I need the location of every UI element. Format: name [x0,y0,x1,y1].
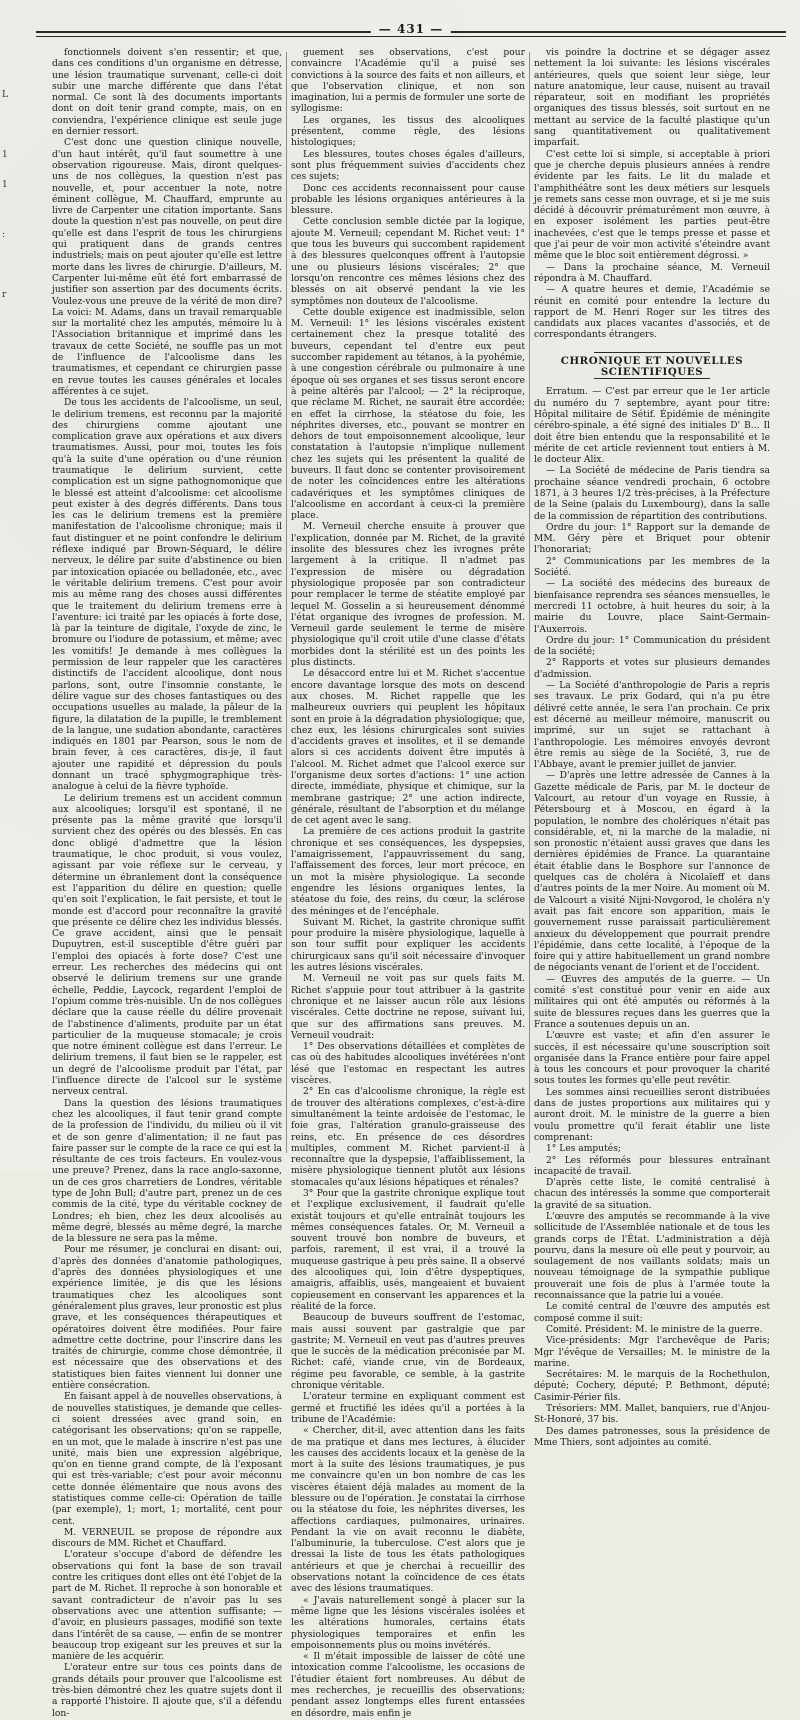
paragraph: Le désaccord entre lui et M. Richet s'accentue encore davantage lorsque des mots on descend aux choses. M. Richet rappelle que les malheureux ouvriers qui peuplent les hôpitaux sont en proie à la dégradation physiologique; que, chez eux, les lésions chirurgicales sont suivies d'accidents graves et insolites, et il se demande alors si ces accidents doivent être imputés à l'alcool. M. Richet admet que l'alcool exerce sur l'organisme deux sortes d'actions: 1° une action directe, immédiate, physique et chimique, sur la membrane gastrique; 2° une action indirecte, générale, résultant de l'absorption et du mélange de cet agent avec le sang. [291,669,525,827]
header-rule-thin [36,36,786,37]
paragraph: L'orateur termine en expliquant comment est germé et fructifié les idées qu'il a portées à la tribune de l'Académie: [291,1392,525,1425]
margin-mark: r [2,290,7,300]
paragraph: 1° Des observations détaillées et complètes de cas où des habitudes alcooliques invétérées n'ont lésé que l'estomac en respectant les autres viscères. [291,1042,525,1087]
paragraph: Vice-présidents: Mgr l'archevêque de Paris; Mgr l'évêque de Versailles; M. le ministre de la marine. [534,1336,770,1369]
column-2 [291,48,525,1719]
paragraph: fonctionnels doivent s'en ressentir; et que, dans ces conditions d'un organisme en détresse, une lésion traumatique survenant, celle-ci doit subir une marche différente que dans l'état normal. Ce sont là des documents importants dont on doit tenir grand compte, mais, on en conviendra, l'expérience clinique est seule juge en dernier ressort. [52,48,282,138]
column-separator [286,52,287,1153]
paragraph: Cette double exigence est inadmissible, selon M. Verneuil: 1° les lésions viscérales existent certainement chez la presque totalité des buveurs, cependant tel d'entre eux peut succomber rapidement au tétanos, à la pyohémie, à une congestion cérébrale ou pulmonaire à une époque où ses organes et ses tissus seront encore à peine altérés par l'alcool; — 2° la réciproque, que réclame M. Richet, ne saurait être accordée; en effet la cirrhose, la stéatose du foie, les néphrites diverses, etc., pouvant se montrer en dehors de tout empoisonnement alcoolique, leur constatation à l'autopsie n'implique nullement chez les sujets qui les présentent la qualité de buveurs. Il faut donc se contenter provisoirement de noter les coïncidences entre les altérations cadavériques et les symptômes cliniques de l'alcoolisme en accordant à ceux-ci la première place. [291,307,525,522]
paragraph: Erratum. — C'est par erreur que le 1er article du numéro du 7 septembre, ayant pour titre: Hôpital militaire de Sétif. Épidémie de méningite cérébro-spinale, a été signé des initiales D' B... Il doit être bien entendu que la responsabilité et le mérite de cet article reviennent tout entiers à M. le docteur Alix. [534,387,770,466]
paragraph: Dans la question des lésions traumatiques chez les alcooliques, il faut tenir grand compte de la profession de l'individu, du milieu où il vit et de son genre d'alimentation; il ne faut pas faire passer sur le compte de la race ce qui est la résultante de ces trois facteurs. En voulez-vous une preuve? Prenez, dans la race anglo-saxonne, un de ces gros charretiers de Londres, véritable type de John Bull; d'autre part, prenez un de ces commis de la cité, type du véritable cockney de Londres; eh bien, chez les deux alcoolisés au même degré, blessés au même degré, la marche de la blessure ne sera pas la même. [52,1098,282,1245]
paragraph: Trésoriers: MM. Mallet, banquiers, rue d'Anjou-St-Honoré, 37 bis. [534,1404,770,1426]
paragraph: Les sommes ainsi recueillies seront distribuées dans de justes proportions aux militaires qui y auront droit. M. le ministre de la guerre a bien voulu promettre qu'il ferait établir une liste comprenant: [534,1087,770,1143]
paragraph: 2° Rapports et votes sur plusieurs demandes d'admission. [534,658,770,680]
paragraph: L'orateur entre sur tous ces points dans de grands détails pour prouver que l'alcoolisme est très-bien démontré chez les quatre sujets dont il a rapporté l'histoire. Il ajoute que, s'il a défendu lon- [52,1663,282,1719]
column-3 [534,48,770,1448]
page-number: — 431 — [371,22,451,36]
margin-mark: : [2,230,6,240]
paragraph: C'est donc une question clinique nouvelle, d'un haut intérêt, qu'il faut soumettre à une observation rigoureuse. Mais, diront quelques-uns de nos collègues, la question n'est pas nouvelle, et, pour accentuer la note, notre éminent collègue, M. Chauffard, emprunte au livre de Carpenter une citation importante. Sans doute la question n'est pas nouvelle, on peut dire qu'elle est dans l'esprit de tous les chirurgiens qui pratiquent dans de grands centres industriels; mais on peut ajouter qu'elle est lettre morte dans les livres de chirurgie. D'ailleurs, M. Carpenter lui-même eût été fort embarrassé de justifier son assertion par des documents écrits. Voulez-vous une preuve de la vérité de mon dire? La voici: M. Adams, dans un travail remarquable sur la mortalité chez les amputés, mémoire lu à l'Association britannique et imprimé dans les travaux de cette Société, ne souffle pas un mot de l'influence de l'alcoolisme dans les traumatismes, et cependant ce chirurgien passe en revue toutes les causes générales et locales afférentes à ce sujet. [52,138,282,397]
paragraph: « Chercher, dit-il, avec attention dans les faits de ma pratique et dans mes lectures, à élucider les causes des accidents locaux et la genèse de la mort à la suite des lésions traumatiques, je pus me convaincre qu'en un bon nombre de cas les viscères étaient déjà malades au moment de la blessure ou de l'opération. Je constatai la cirrhose ou la stéatose du foie, les néphrites diverses, les affections cardiaques, pulmonaires, urinaires. Pendant la vie on avait reconnu le diabète, l'albuminurie, la tuberculose. C'est alors que je dressai la liste de tous les états pathologiques antérieurs et que je cherchai à recueillir des observations notant la coïncidence de ces états avec des lésions traumatiques. [291,1426,525,1595]
column-separator [529,52,530,1153]
section-divider [594,378,710,379]
paragraph: Secrétaires: M. le marquis de la Rochethulon, député; Cochery, député; P. Bethmont, député; Casimir-Périer fils. [534,1370,770,1403]
paragraph: Le comité central de l'œuvre des amputés est composé comme il suit: [534,1302,770,1324]
paragraph: M. Verneuil cherche ensuite à prouver que l'explication, donnée par M. Richet, de la gravité insolite des blessures chez les ivrognes prête largement à la critique. Il n'admet pas l'expression de misère ou dégradation physiologique proposée par son contradicteur pour remplacer le terme de stéatite employé par lequel M. Gosselin a si heureusement dénommé l'état organique des ivrognes de profession. M. Verneuil garde seulement le terme de misère physiologique qu'il croit utile d'une classe d'états morbides dont la stérilité est un des points les plus distincts. [291,522,525,669]
paragraph: Les blessures, toutes choses égales d'ailleurs, sont plus fréquemment suivies d'accidents chez ces sujets; [291,149,525,183]
paragraph: guement ses observations, c'est pour convaincre l'Académie qu'il a puisé ses convictions à la source des faits et non ailleurs, et que l'observation clinique, et non son imagination, lui a permis de formuler une sorte de syllogisme: [291,48,525,115]
paragraph: Les organes, les tissus des alcooliques présentent, comme règle, des lésions histologiques; [291,115,525,149]
paragraph: Des dames patronesses, sous la présidence de Mme Thiers, sont adjointes au comité. [534,1426,770,1448]
margin-mark: 1 [2,180,8,190]
margin-mark: 1 [2,150,8,160]
paragraph: De tous les accidents de l'alcoolisme, un seul, le delirium tremens, est reconnu par la majorité des chirurgiens comme ajoutant une complication grave aux opérations et aux divers traumatismes. Aussi, pour moi, toutes les fois qu'à la suite d'une opération ou d'une réunion traumatique le delirium survient, cette complication est un signe pathognomonique que le blessé est atteint d'alcoolisme: cet alcoolisme peut exister à des degrés différents. Dans tous les cas le delirium tremens est la première manifestation de l'alcoolisme chronique; mais il faut distinguer et ne point confondre le delirium réflexe indiqué par Brown-Séquard, le délire nerveux, le délire par suite d'abstinence ou bien par intoxication opiacée ou belladonée, etc., avec le véritable delirium tremens. C'est pour avoir mis au même rang des choses aussi différentes que le traitement du delirium tremens erre à l'aventure: ici traité par les opiacés à forte dose, là par la teinture de digitale, l'oxyde de zinc, le bromure ou l'iodure de potassium, et même; avec les vomitifs! Je demande à mes collègues la permission de leur rappeler que les caractères distinctifs de l'accident alcoolique, dont nous parlons, sont, outre l'insomnie constante, le délire vague sur des choses fantastiques ou des occupations usuelles au malade, la pâleur de la figure, la dilatation de la pupille, le tremblement de la langue, une sudation abondante, caractères indiqués en 1801 par Pearson, sous le nom de brain fever, à ces caractères, dis-je, il faut ajouter une rapidité et dépression du pouls donnant un tracé sphygmographique très-analogue à celui de la fièvre typhoïde. [52,398,282,793]
paragraph: Cette conclusion semble dictée par la logique, ajoute M. Verneuil; cependant M. Richet veut: 1° que tous les buveurs qui succombent rapidement à des blessures quelconques offrent à l'autopsie une ou plusieurs lésions viscérales; 2° que lorsqu'on rencontre ces mêmes lésions chez des blessés on ait observé pendant la vie les symptômes non douteux de l'alcoolisme. [291,217,525,307]
paragraph: D'après cette liste, le comité centralisé à chacun des intéressés la somme que comporterait la gravité de sa situation. [534,1178,770,1211]
section-title: CHRONIQUE ET NOUVELLES SCIENTIFIQUES [560,354,744,379]
paragraph: Ordre du jour: 1° Rapport sur la demande de MM. Géry père et Briquet pour obtenir l'honorariat; [534,522,770,556]
paragraph: Suivant M. Richet, la gastrite chronique suffit pour produire la misère physiologique, laquelle à son tour suffit pour expliquer les accidents chirurgicaux sans qu'il soit nécessaire d'invoquer les autres lésions viscérales. [291,917,525,974]
paragraph: Comité. Président: M. le ministre de la guerre. [546,1324,763,1335]
paragraph: Ordre du jour: 1° Communication du président de la société; [534,635,770,658]
paragraph: — A quatre heures et demie, l'Académie se réunit en comité pour entendre la lecture du rapport de M. Henri Roger sur les titres des candidats aux places vacantes d'associés, et de correspondants étrangers. [534,285,770,341]
paragraph: Le delirium tremens est un accident commun aux alcooliques; lorsqu'il est spontané, il ne présente pas la même gravité que lorsqu'il survient chez des opérés ou des blessés. En cas donc obligé d'admettre que la lésion traumatique, le choc produit, si vous voulez, agissant par voie réflexe sur le cerveau, y détermine un ébranlement dont la conséquence est l'apparition du délire en question; quelle qu'en soit l'explication, le fait persiste, et tout le monde est d'accord pour reconnaître la gravité que présente ce délire chez les individus blessés. Ce grave accident, ainsi que le pensait Dupuytren, est-il susceptible d'être guéri par l'emploi des opiacés à forte dose? C'est une erreur. Les recherches des médecins qui ont observé le delirium tremens sur une grande échelle, Peddie, Laycock, regardent l'emploi de l'opium comme très-nuisible. Un de nos collègues déclare que la cause réelle du délire provenait de l'abstinence d'aliments, produite par un état particulier de la muqueuse stomacale; je crois que notre éminent collègue est dans l'erreur. Le delirium tremens, il faut bien se le rappeler, est un degré de l'alcoolisme produit par l'état, par l'influence directe de l'alcool sur le système nerveux central. [52,793,282,1098]
paragraph: — La Société d'anthropologie de Paris a repris ses travaux. Le prix Godard, qui n'a pu être délivré cette année, le sera l'an prochain. Ce prix est décerné au meilleur mémoire, manuscrit ou imprimé, sur un sujet se rattachant à l'anthropologie. Les mémoires envoyés devront être remis au siège de la Société, 3, rue de l'Abbaye, avant le premier juillet de janvier. [534,681,770,771]
paragraph: La première de ces actions produit la gastrite chronique et ses conséquences, les dyspepsies, l'amaigrissement, l'appauvrissement du sang, l'affaissement des forces, leur mort précoce, en un mot la misère physiologique. La seconde engendre les lésions organiques lentes, la stéatose du foie, des reins, du cœur, la sclérose des méninges et de l'encéphale. [291,827,525,917]
paragraph: M. Verneuil ne voit pas sur quels faits M. Richet s'appuie pour tout attribuer à la gastrite chronique et ne laisser aucun rôle aux lésions viscérales. Cette doctrine ne repose, suivant lui, que sur des affirmations sans preuves. M. Verneuil voudrait: [291,974,525,1041]
paragraph: vis poindre la doctrine et se dégager assez nettement la loi suivante: les lésions viscérales antérieures, quels que soient leur siège, leur nature anatomique, leur cause, nuisent au travail réparateur, soit en modifiant les propriétés organiques des tissus blessés, soit surtout en ne mettant au service de la faculté plastique qu'un sang quantitativement ou qualitativement imparfait. [534,48,770,149]
paragraph: 3° Pour que la gastrite chronique explique tout et l'explique exclusivement, il faudrait qu'elle existât toujours et qu'elle entraînât toujours les mêmes conséquences fatales. Or, M. Verneuil a souvent trouvé bon nombre de buveurs, et parfois, rarement, il est vrai, il a trouvé la muqueuse gastrique à peu près saine. Il a observé des alcooliques qui, loin d'être dyspeptiques, amaigris, affaiblis, usés, mangeaient et buvaient copieusement en conservant les apparences et la réalité de la force. [291,1188,525,1312]
paragraph: 2° Communications par les membres de la Société. [534,556,770,579]
paragraph: Beaucoup de buveurs souffrent de l'estomac, mais aussi souvent par gastralgie que par gastrite; M. Verneuil en veut pas d'autres preuves que le succès de la médication préconisée par M. Richet: café, viande crue, vin de Bordeaux, régime peu favorable, ce semble, à la gastrite chronique véritable. [291,1313,525,1392]
paragraph: L'œuvre est vaste; et afin d'en assurer le succès, il est nécessaire qu'une souscription soit organisée dans la France entière pour faire appel à tous les concours et pour provoquer la charité sous toutes les formes qu'elle peut revêtir. [534,1031,770,1087]
paragraph: — D'après une lettre adressée de Cannes à la Gazette médicale de Paris, par M. le docteur de Valcourt, au retour d'un voyage en Russie, à Pétersbourg et à Moscou, en égard à la population, le nombre des cholériques n'était pas considérable, et, ni la marche de la maladie, ni son pronostic n'étaient aussi graves que dans les dernières épidémies de France. La quarantaine était établie dans le Bosphore sur l'annonce de quelques cas de choléra à Nicolaïeff et dans d'autres points de la mer Noire. Au moment où M. de Valcourt a visité Nijni-Novgorod, le choléra n'y avait pas fait encore son apparition, mais le gouvernement russe paraissait particulièrement anxieux du développement que pourrait prendre l'épidémie, dans cette localité, à l'époque de la foire qui y attire habituellement un grand nombre de négociants venant de l'orient et de l'occident. [534,771,770,974]
paragraph: 2° En cas d'alcoolisme chronique, la règle est de trouver des altérations complexes, c'est-à-dire simultanément la teinte ardoisée de l'estomac, le foie gras, l'altération granulo-graisseuse des reins, etc. En présence de ces désordres multiples, comment M. Richet parvient-il à reconnaître que la dyspepsie, l'affaiblissement, la misère physiologique tiennent plutôt aux lésions stomacales qu'aux lésions hépatiques et rénales? [291,1087,525,1188]
paragraph: — La Société de médecine de Paris tiendra sa prochaine séance vendredi prochain, 6 octobre 1871, à 3 heures 1/2 très-précises, à la Préfecture de la Seine (palais du Luxembourg), dans la salle de la commission de répartition des contributions. [534,466,770,522]
paragraph: « Il m'était impossible de laisser de côté une intoxication comme l'alcoolisme, les occasions de l'étudier étaient fort nombreuses. Au début de mes recherches, je recueillis des observations; pendant assez longtemps elles furent entassées en désordre, mais enfin je [291,1652,525,1719]
margin-mark: L [2,90,8,100]
paragraph: 1° Les amputés; [546,1144,621,1155]
paragraph: Pour me résumer, je conclurai en disant: oui, d'après des données d'anatomie pathologiques, d'après des données physiologiques et une expérience limitée, je dis que les lésions traumatiques chez les alcooliques sont généralement plus graves, leur pronostic est plus grave, et les conséquences thérapeutiques et opératoires doivent être modifiées. Pour faire admettre cette doctrine, pour l'inscrire dans les traités de chirurgie, comme chose démontrée, il est nécessaire que des observations et des statistiques bien faites viennent lui donner une entière consécration. [52,1245,282,1392]
paragraph: — Dans la prochaine séance, M. Verneuil répondra à M. Chauffard. [534,262,770,284]
paragraph: L'orateur s'occupe d'abord de défendre les observations qui font la base de son travail contre les critiques dont elles ont été l'objet de la part de M. Richet. Il reproche à son honorable et savant contradicteur de n'avoir pas lu ses observations avec une attention suffisante; — d'avoir, en plusieurs passages, modifié son texte dans l'intérêt de sa cause, — enfin de se montrer beaucoup trop exigeant sur les preuves et sur la manière de les acquérir. [52,1550,282,1663]
page-header [36,22,786,40]
paragraph: En faisant appel à de nouvelles observations, à de nouvelles statistiques, je demande que celles-ci soient dressées avec grand soin, en catégorisant les observations; qu'on se rappelle, en un mot, que le malade à inscrire n'est pas une unité, mais bien une expression algébrique, qu'on en tienne grand compte, de là l'exposant qui est très-variable; c'est pour avoir méconnu cette donnée élémentaire que nous avons des statistiques comme celle-ci: Opération de taille (par exemple), 1; mort, 1; mortalité, cent pour cent. [52,1392,282,1527]
paragraph: L'œuvre des amputés se recommande à la vive sollicitude de l'Assemblée nationale et de tous les grands corps de l'État. L'administration a déjà pourvu, dans la mesure où elle peut y pourvoir, au soulagement de nos vaillants soldats; mais un nouveau témoignage de la sympathie publique prouverait une fois de plus à l'armée toute la reconnaissance que la patrie lui a vouée. [534,1211,770,1302]
paragraph: M. VERNEUIL se propose de répondre aux discours de MM. Richet et Chauffard. [52,1527,282,1550]
paragraph: — La société des médecins des bureaux de bienfaisance reprendra ses séances mensuelles, le mercredi 11 octobre, à huit heures du soir, à la mairie du Louvre, place Saint-Germain-l'Auxerrois. [534,579,770,635]
section-divider [594,352,710,353]
paragraph: — Œuvres des amputés de la guerre. — Un comité s'est constitué pour venir en aide aux militaires qui ont été amputés ou réformés à la suite de blessures reçues dans les guerres que la France a soutenues depuis un an. [534,974,770,1030]
margin-annotations [2,90,22,790]
paragraph: « J'avais naturellement songé à placer sur la même ligne que les lésions viscérales isolées et les altérations humorales, certains états physiologiques temporaires et enfin les empoisonnements plus ou moins invétérés. [291,1595,525,1651]
paragraph: Donc ces accidents reconnaissent pour cause probable les lésions organiques antérieures à la blessure. [291,183,525,217]
column-1 [52,48,282,1719]
paragraph: C'est cette loi si simple, si acceptable à priori que je cherche depuis plusieurs années à rendre évidente par les faits. Le lit du malade et l'amphithéâtre sont les deux métiers sur lesquels je remets sans cesse mon ouvrage, et si je me suis décidé à découvrir prématurément mon œuvre, à en exposer isolément les parties peut-être inachevées, c'est que le temps presse et passe et que j'ai peur de voir mon activité s'éteindre avant même que le bloc soit entièrement dégrossi. » [534,149,770,262]
paragraph: 2° Les réformés pour blessures entraînant incapacité de travail. [534,1155,770,1177]
